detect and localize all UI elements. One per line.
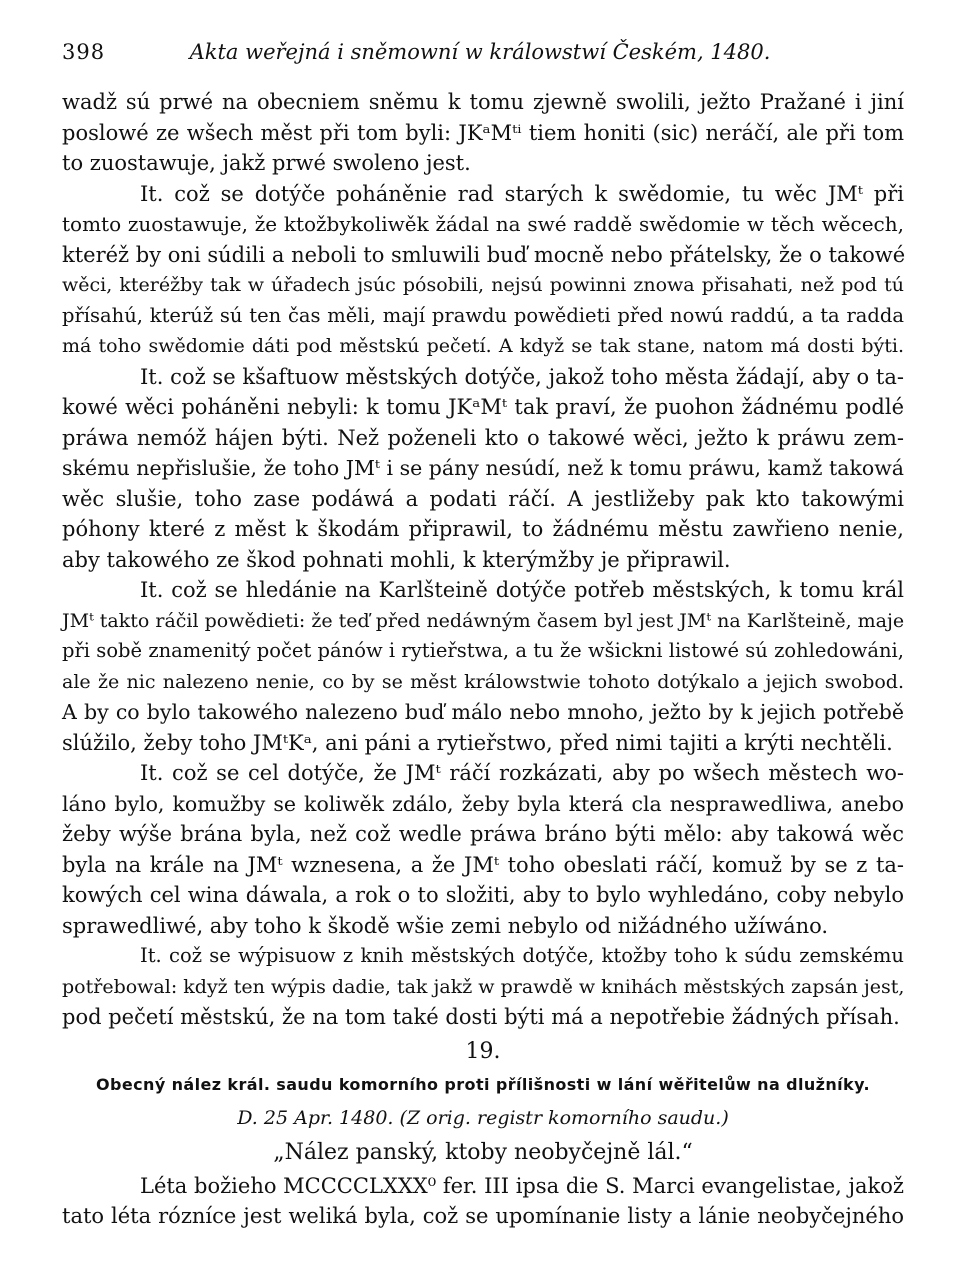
text-line: It. což se wýpisuow z knih městských dotýče, ktožby toho k súdu zemskému <box>140 944 904 967</box>
text-line: byla na krále na JMᵗ wznesena, a že JMᵗ toho obeslati ráčí, komuž by se z ta- <box>62 852 904 877</box>
text-line: má toho swědomie dáti pod městskú pečetí. A když se tak stane, natom má dosti býti. <box>62 335 904 357</box>
text-line: Léta božieho MCCCCLXXX⁰ fer. III ipsa die S. Marci evangelistae, jakož <box>140 1173 904 1198</box>
text-body <box>62 87 904 1232</box>
section-subtitle: Obecný nález král. saudu komorního proti přílišnosti w lání wěřitelůw na dlužníky. <box>96 1074 870 1094</box>
text-line: It. což se hledánie na Karlšteině dotýče potřeb městských, k tomu král <box>140 578 904 602</box>
text-line: sprawedliwé, aby toho k škodě wšie zemi nebylo od nižádného užíwáno. <box>62 913 829 938</box>
text-line: póhony které z měst k škodám připrawil, to žádnému městu zawřieno nenie, <box>62 517 904 541</box>
page-number: 398 <box>62 40 106 64</box>
text-line: It. což se cel dotýče, že JMᵗ ráčí rozkázati, aby po wšech městech wo- <box>140 761 904 785</box>
text-line: slúžilo, žeby toho JMᵗKᵃ, ani páni a rytieřstwo, před nimi tajiti a krýti nechtěli. <box>62 730 893 755</box>
text-line: poslowé ze wšech měst při tom byli: JKᵃMᵗⁱ tiem honiti (sic) neráčí, ale při tom <box>62 120 904 145</box>
text-line: práwa nemóž hájen býti. Než poženeli kto o takowé wěci, ježto k práwu zem- <box>62 425 904 450</box>
text-line: skému nepřislušie, že toho JMᵗ i se pány nesúdí, než k tomu práwu, kamž takowá <box>62 456 904 480</box>
text-line: ale že nic nalezeno nenie, co by se měst králowstwie tohoto dotýkalo a jejich swobod. <box>62 670 904 693</box>
text-line: kteréž by oni súdili a neboli to smluwili buď mocně nebo přátelsky, že o takowé <box>62 242 906 267</box>
section-number: 19. <box>465 1038 501 1064</box>
text-line: při sobě znamenitý počet pánów i rytieřstwa, a tu že wšickni listowé sú zohledowáni, <box>62 639 904 662</box>
text-line: žeby wýše brána byla, než což wedle práwa bráno býti mělo: aby takowá wěc <box>62 822 904 846</box>
text-line: láno bylo, komužby se koliwěk zdálo, žeby byla která cla nesprawedliwa, anebo <box>62 791 904 816</box>
source-citation: D. 25 Apr. 1480. (Z orig. registr komorního saudu.) <box>237 1106 729 1129</box>
text-line: wadž sú prwé na obecniem sněmu k tomu zjewně swolili, ježto Pražané i jiní <box>62 90 904 114</box>
text-line: JMᵗ takto ráčil powědieti: že teď před nedáwným časem byl jest JMᵗ na Karlšteině, maje <box>62 609 905 632</box>
text-line: pod pečetí městskú, že na tom také dosti býti má a nepotřebie žádných přísah. <box>62 1005 900 1029</box>
text-line: wěc slušie, toho zase podáwá a podati ráčí. A jestližeby pak kto takowými <box>62 486 904 511</box>
text-line: přísahú, kterúž sú ten čas měli, mají prawdu powědieti před nowú raddú, a ta radda <box>62 303 904 327</box>
text-line: tomto zuostawuje, že ktožbykoliwěk žádal na swé raddě swědomie w těch wěcech, <box>62 212 904 236</box>
text-line: to zuostawuje, jakž prwé swoleno jest. <box>62 151 471 175</box>
running-title: Akta weřejná i sněmowní w králowstwí Českém, 1480. <box>189 40 771 64</box>
text-line: kowé wěci poháněni nebyli: k tomu JKᵃMᵗ tak praví, že puohon žádnému podlé <box>62 395 904 419</box>
text-line: It. což se kšaftuow městských dotýče, jakož toho města žádají, aby o ta- <box>140 364 904 389</box>
text-line: potřebowal: když ten wýpis dadie, tak jakž w prawdě w knihách městských zapsán jest, <box>62 975 905 998</box>
text-line: kowých cel wina dáwala, a rok o to složiti, aby to bylo wyhledáno, coby nebylo <box>62 883 904 907</box>
section-heading: „Nález panský, ktoby neobyčejně lál.“ <box>273 1139 693 1165</box>
text-line: wěci, kteréžby tak w úřadech jsúc pósobili, nejsú powinni znowa přisahati, než pod tú <box>62 274 904 296</box>
text-line: A by co bylo takowého nalezeno buď málo nebo mnoho, ježto by k jejich potřebě <box>62 700 904 724</box>
text-line: It. což se dotýče poháněnie rad starých k swědomie, tu wěc JMᵗ při <box>140 181 904 206</box>
text-line: tato léta rózníce jest weliká byla, což se upomínanie listy a lánie neobyčejného <box>62 1204 904 1228</box>
text-line: aby takowého ze škod pohnati mohli, k kterýmžby je připrawil. <box>62 547 731 572</box>
running-header <box>62 40 898 70</box>
